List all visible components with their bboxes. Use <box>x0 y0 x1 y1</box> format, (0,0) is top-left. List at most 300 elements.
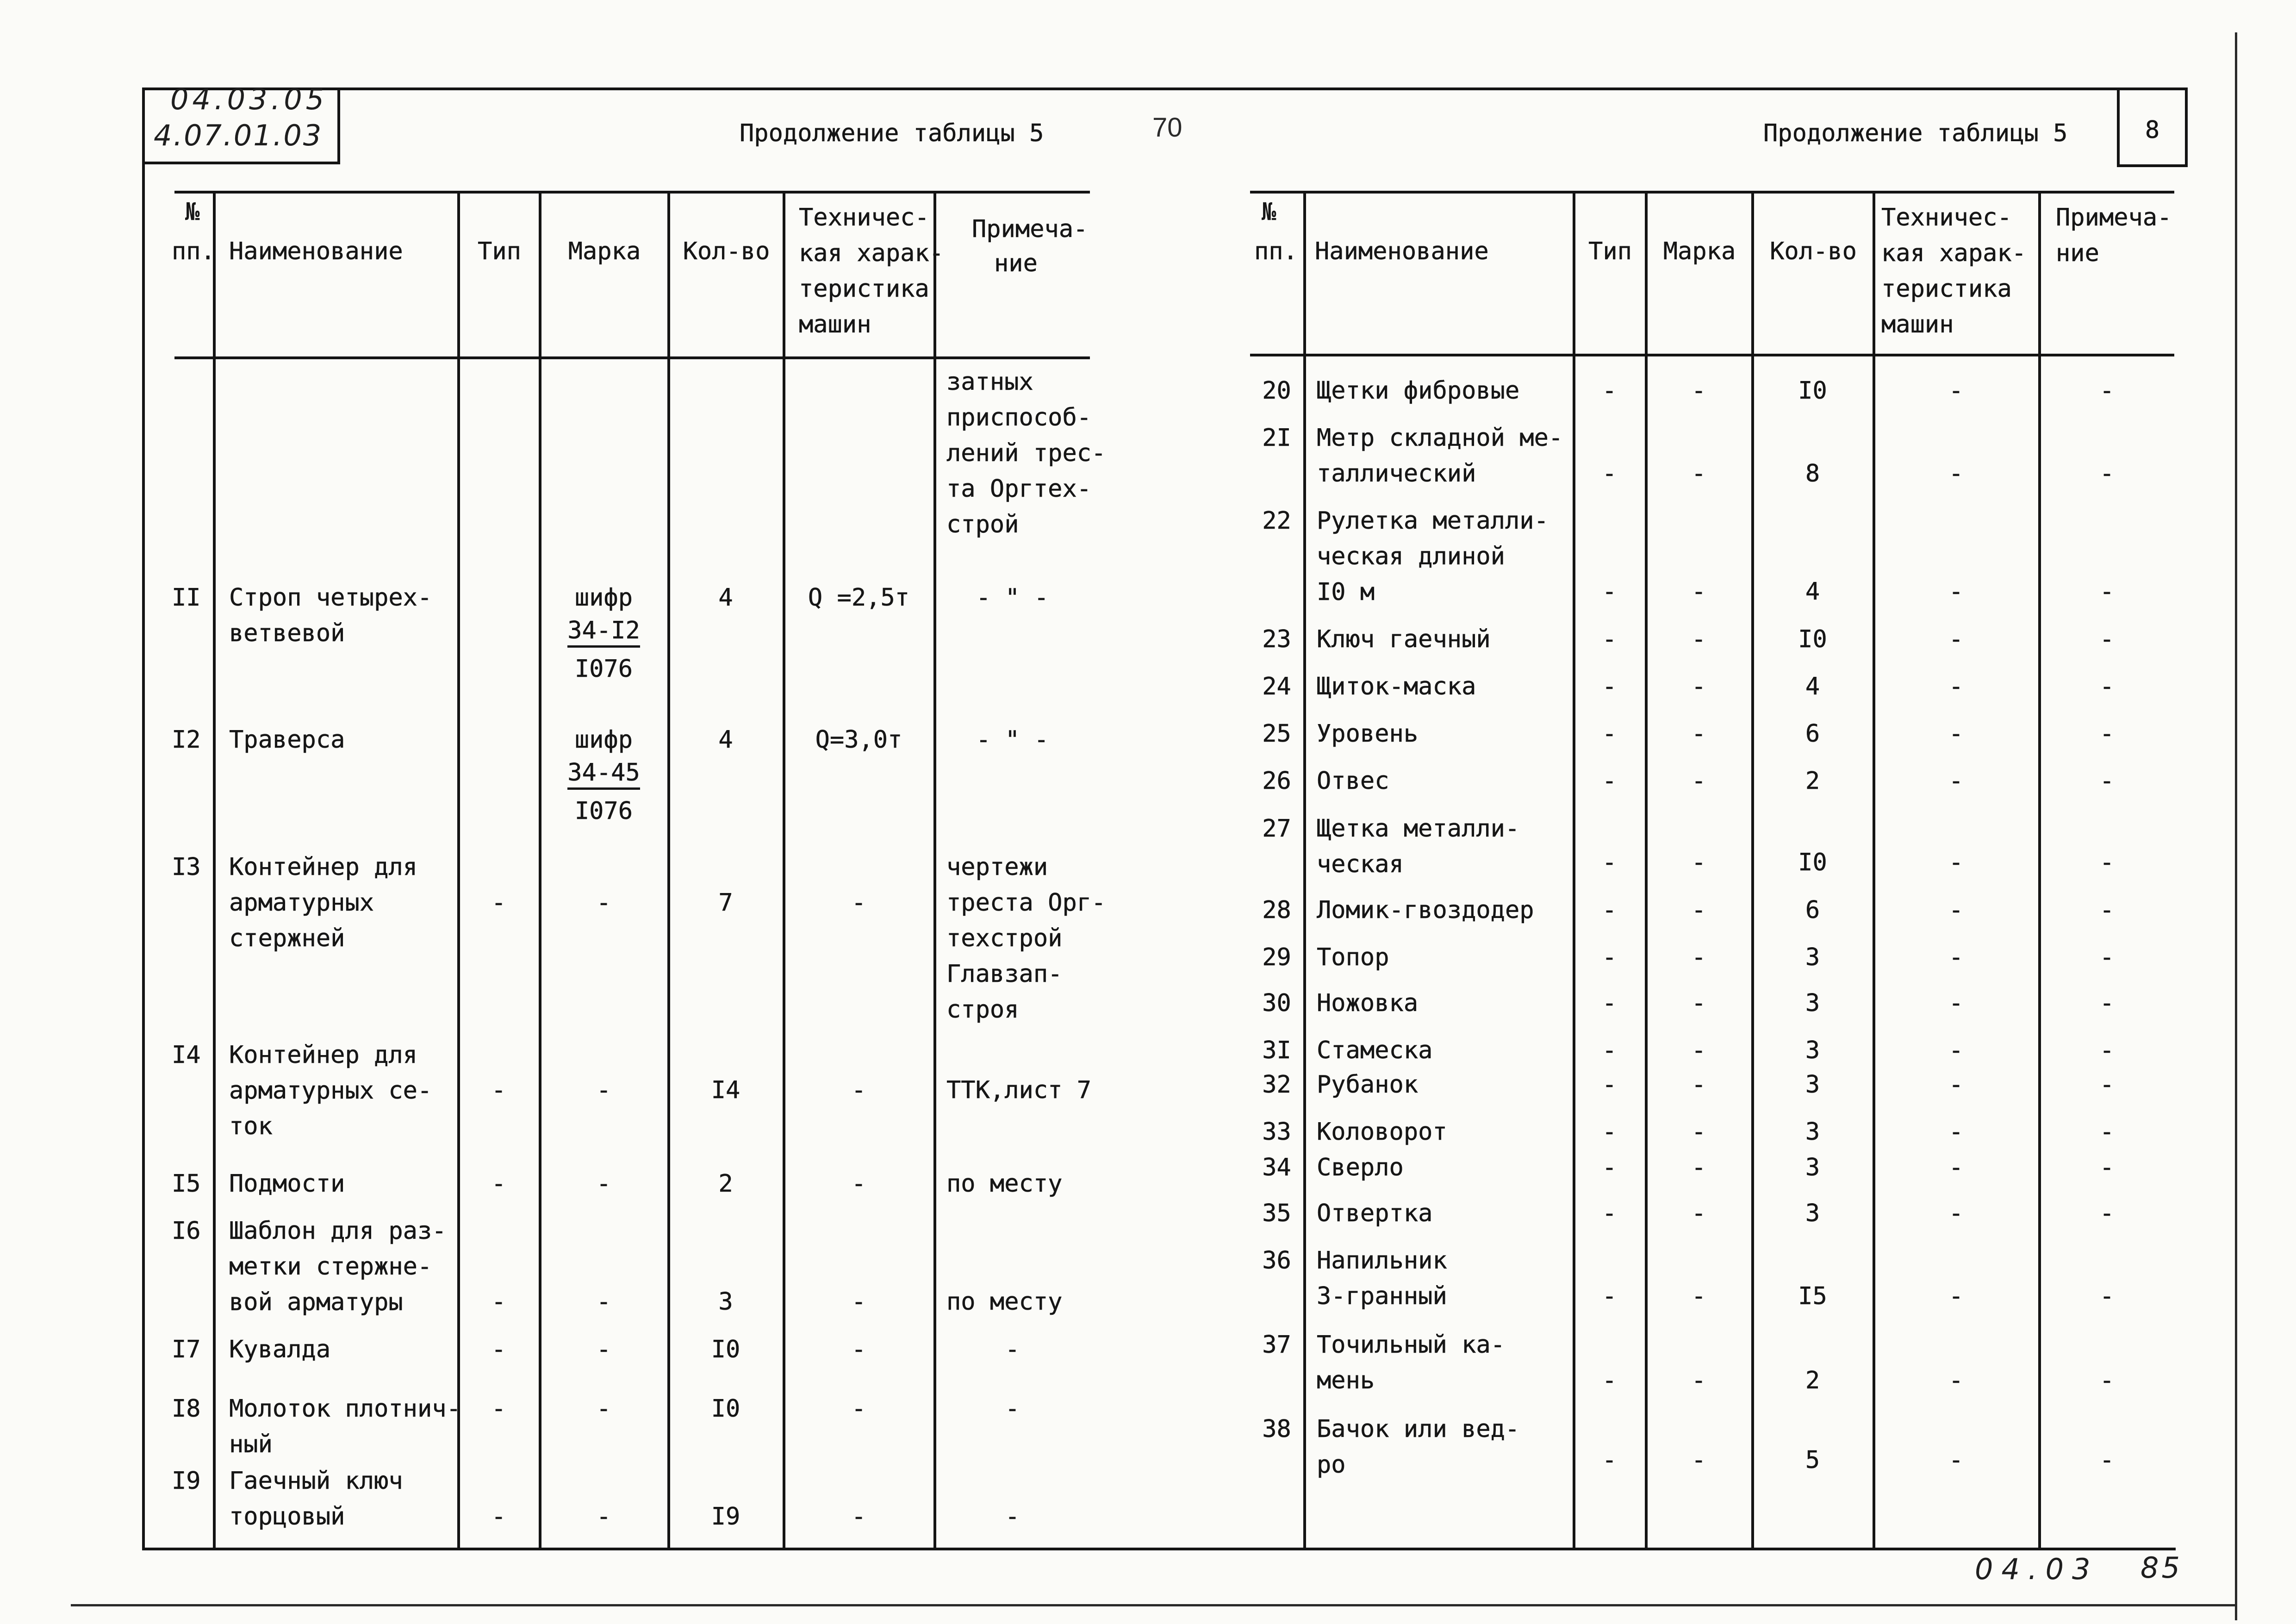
cell-name-text: ветвевой <box>229 619 345 647</box>
cell-spec <box>1874 574 2038 610</box>
cell-qty <box>1753 716 1873 752</box>
stamp-box-right-line <box>337 87 340 164</box>
cell-name-text: ро <box>1317 1451 1346 1479</box>
cell-note-text: - <box>2099 849 2115 876</box>
cell-name <box>229 1037 432 1144</box>
cell-type-text: - <box>1602 578 1617 606</box>
header-type: Тип <box>478 237 521 265</box>
cell-brand <box>540 1499 667 1535</box>
cell-name-text: ческая длиной <box>1317 543 1505 570</box>
sheet-box-bottom-line <box>2117 164 2188 167</box>
cell-num-text: 33 <box>1262 1118 1291 1146</box>
cell-brand <box>540 1073 667 1108</box>
cell-qty-text: 3 <box>1805 1071 1820 1099</box>
cell-brand <box>1646 986 1751 1021</box>
cell-note-text: - <box>2099 1446 2115 1474</box>
cell-qty-text: 6 <box>1805 896 1820 924</box>
cell-type-text: - <box>1602 1199 1617 1227</box>
cell-type <box>1574 1067 1645 1103</box>
cell-note-text: Главзап- <box>946 960 1063 988</box>
header-spec-line: кая харак- <box>1881 239 2027 267</box>
cell-num-text: I7 <box>172 1336 201 1363</box>
cell-name-text: Щетки фибровые <box>1317 377 1520 405</box>
cell-note <box>935 722 1090 758</box>
cell-type <box>1574 456 1645 492</box>
cell-brand-text: шифр <box>574 726 633 754</box>
cell-brand <box>1646 456 1751 492</box>
cell-spec <box>784 1332 933 1368</box>
cell-type-text: - <box>1602 896 1617 924</box>
header-type: Тип <box>1588 237 1632 265</box>
cell-num <box>172 1332 201 1368</box>
cell-note-text: затных <box>946 368 1033 396</box>
header-spec-line: машин <box>799 311 871 338</box>
cell-num <box>172 1463 201 1499</box>
cell-brand-text: - <box>596 1395 611 1423</box>
header-spec-line: теристика <box>1881 275 2012 303</box>
cell-type-text: - <box>491 1336 506 1363</box>
cell-name-text: Гаечный ключ <box>229 1467 403 1495</box>
cell-note-text: треста Орг- <box>946 889 1106 917</box>
cell-brand-text: 34-I2 <box>567 616 640 648</box>
cell-name-text: Строп четырех- <box>229 584 432 612</box>
cell-num <box>172 849 201 885</box>
cell-brand-text: - <box>1691 1154 1706 1181</box>
cell-name-text: Уровень <box>1317 720 1419 748</box>
cell-brand <box>1646 373 1751 409</box>
page-edge-right-line <box>2235 32 2237 1620</box>
cell-note <box>935 1499 1090 1535</box>
cell-num-text: I9 <box>172 1467 201 1495</box>
cell-note-text: - <box>2099 1118 2115 1146</box>
cell-spec-text: - <box>1948 460 1964 487</box>
header-num-abbr: пп. <box>172 237 215 265</box>
cell-note-text: - <box>2099 1199 2115 1227</box>
cell-brand <box>540 1332 667 1368</box>
cell-brand-text: - <box>596 1503 611 1530</box>
cell-name-text: ческая <box>1317 850 1404 878</box>
cell-type <box>459 1284 539 1320</box>
header-spec-line: Техничес- <box>1881 204 2012 231</box>
cell-qty-text: 2 <box>1805 1367 1820 1394</box>
cell-brand-text: - <box>596 1336 611 1363</box>
cell-qty-text: 7 <box>718 889 733 917</box>
cell-note <box>2040 1443 2174 1478</box>
cell-type <box>1574 763 1645 799</box>
cell-name <box>229 1166 345 1202</box>
cell-brand-text: - <box>1691 720 1706 748</box>
cell-note-text: - <box>2099 1282 2115 1310</box>
cell-name <box>1317 1067 1418 1103</box>
cell-brand <box>1646 940 1751 975</box>
cell-name <box>1317 893 1534 928</box>
cell-num <box>1250 1243 1303 1279</box>
cell-num-text: 25 <box>1262 720 1291 748</box>
cell-name <box>229 722 345 758</box>
cell-name-text: Ломик-гвоздодер <box>1317 896 1534 924</box>
cell-qty <box>1753 763 1873 799</box>
cell-name <box>229 1463 403 1535</box>
cell-num-text: 34 <box>1262 1154 1291 1181</box>
cell-type <box>1574 845 1645 881</box>
cell-type-text: - <box>1602 1118 1617 1146</box>
cell-spec-text: - <box>851 1336 866 1363</box>
cell-qty <box>669 722 783 758</box>
cell-name-text: Рулетка металли- <box>1317 507 1549 535</box>
cell-spec <box>1874 373 2038 409</box>
cell-type-text: - <box>1602 1037 1617 1064</box>
cell-type-text: - <box>1602 673 1617 700</box>
cell-note <box>2040 940 2174 975</box>
cell-note <box>2040 845 2174 881</box>
header-note-line: ние <box>2056 239 2099 267</box>
cell-qty <box>1753 893 1873 928</box>
cell-type-text: - <box>1602 989 1617 1017</box>
cell-spec-text: - <box>1948 1446 1964 1474</box>
cell-name <box>229 849 417 956</box>
cell-spec <box>1874 1114 2038 1150</box>
cell-note <box>2040 373 2174 409</box>
cell-spec-text: - <box>851 1076 866 1104</box>
cell-spec <box>1874 1279 2038 1314</box>
cell-num <box>1250 1067 1303 1103</box>
cell-num-text: II <box>172 584 201 612</box>
header-name: Наименование <box>229 237 403 265</box>
cell-note-text: та Оргтех- <box>946 475 1092 503</box>
cell-qty <box>1753 940 1873 975</box>
cell-brand-text: - <box>1691 377 1706 405</box>
sheet-number: 8 <box>2145 116 2160 144</box>
cell-spec-text: - <box>1948 896 1964 924</box>
cell-note <box>946 849 1106 1028</box>
cell-num <box>1250 940 1303 975</box>
right-table-title: Продолжение таблицы 5 <box>1763 119 2068 147</box>
cell-qty-text: 4 <box>1805 673 1820 700</box>
cell-spec-text: Q=3,0т <box>815 726 902 754</box>
cell-qty-text: 4 <box>718 726 733 754</box>
cell-note-text: - " - <box>976 726 1049 754</box>
cell-spec-text: - <box>851 1395 866 1423</box>
cell-num-text: 3I <box>1262 1037 1291 1064</box>
frame-top-line <box>142 87 2188 90</box>
cell-num <box>172 1166 201 1202</box>
left-header-top-line <box>174 191 1090 194</box>
cell-num-text: I2 <box>172 726 201 754</box>
cell-name-text: Отвес <box>1317 767 1389 795</box>
cell-num <box>172 722 201 758</box>
cell-num-text: 22 <box>1262 507 1291 535</box>
cell-qty-text: 6 <box>1805 720 1820 748</box>
cell-num <box>1250 669 1303 705</box>
left-column-divider <box>213 191 216 1549</box>
cell-note <box>2040 893 2174 928</box>
cell-type-text: - <box>1602 460 1617 487</box>
cell-qty-text: 3 <box>718 1288 733 1316</box>
cell-brand-text: - <box>1691 767 1706 795</box>
cell-qty-text: 8 <box>1805 460 1820 487</box>
header-num-abbr: пп. <box>1254 237 1298 265</box>
cell-type <box>459 1499 539 1535</box>
cell-spec-text: Q =2,5т <box>808 584 910 612</box>
cell-type-text: - <box>491 1170 506 1198</box>
cell-spec <box>784 1391 933 1427</box>
cell-brand <box>1646 669 1751 705</box>
cell-note-text: чертежи <box>946 853 1048 881</box>
cell-name-text: I0 м <box>1317 578 1375 606</box>
cell-num-text: 37 <box>1262 1331 1291 1359</box>
cell-num-text: I3 <box>172 853 201 881</box>
cell-spec <box>784 1284 933 1320</box>
cell-note-text: - <box>2099 989 2115 1017</box>
cell-note-text: - <box>2099 1367 2115 1394</box>
cell-brand-text: I076 <box>574 655 633 683</box>
cell-note <box>2040 1150 2174 1186</box>
table-bottom-line <box>142 1548 2176 1550</box>
cell-qty <box>1753 845 1873 881</box>
cell-num <box>1250 373 1303 409</box>
cell-type-text: - <box>1602 767 1617 795</box>
cell-name <box>1317 1327 1505 1399</box>
cell-name <box>1317 1412 1519 1483</box>
cell-type <box>1574 1196 1645 1231</box>
cell-qty <box>1753 574 1873 610</box>
cell-num-text: 38 <box>1262 1415 1291 1443</box>
cell-note-text: - <box>2099 673 2115 700</box>
cell-qty <box>1753 1279 1873 1314</box>
cell-spec-text: - <box>1948 1367 1964 1394</box>
cell-spec <box>1874 456 2038 492</box>
cell-note <box>2040 669 2174 705</box>
cell-name <box>229 1213 447 1320</box>
header-qty: Кол-во <box>683 237 770 265</box>
cell-spec <box>1874 845 2038 881</box>
cell-type <box>459 1332 539 1368</box>
cell-brand <box>540 1166 667 1202</box>
cell-note <box>946 1166 1062 1202</box>
cell-num-text: 30 <box>1262 989 1291 1017</box>
cell-qty <box>669 1284 783 1320</box>
cell-type-text: - <box>1602 1282 1617 1310</box>
cell-name-text: метки стержне- <box>229 1253 432 1280</box>
header-name: Наименование <box>1315 237 1489 265</box>
cell-spec-text: - <box>1948 673 1964 700</box>
cell-spec <box>784 1499 933 1535</box>
cell-num-text: I5 <box>172 1170 201 1198</box>
right-column-divider <box>1303 191 1306 1549</box>
cell-brand-text: - <box>1691 1071 1706 1099</box>
cell-num-text: 2I <box>1262 424 1291 452</box>
header-brand: Марка <box>1663 237 1736 265</box>
cell-type <box>459 1073 539 1108</box>
header-note-line: Примеча- <box>2056 204 2172 231</box>
cell-num <box>1250 811 1303 847</box>
cell-num-text: I8 <box>172 1395 201 1423</box>
cell-name <box>1317 763 1389 799</box>
cell-qty <box>1753 622 1873 657</box>
cell-num <box>1250 503 1303 539</box>
cell-brand <box>540 580 667 687</box>
cell-note <box>946 1284 1062 1320</box>
left-header-bottom-line <box>174 356 1090 359</box>
cell-qty <box>669 1073 783 1108</box>
cell-type <box>459 885 539 921</box>
cell-spec <box>784 580 933 616</box>
cell-spec-text: - <box>1948 1282 1964 1310</box>
cell-name <box>1317 622 1491 657</box>
cell-name <box>1317 1150 1404 1186</box>
cell-brand <box>540 885 667 921</box>
cell-spec <box>1874 763 2038 799</box>
cell-note <box>2040 1033 2174 1068</box>
cell-qty <box>1753 1150 1873 1186</box>
cell-type <box>1574 986 1645 1021</box>
cell-num-text: 32 <box>1262 1071 1291 1099</box>
cell-brand-text: - <box>596 1170 611 1198</box>
cell-spec-text: - <box>1948 578 1964 606</box>
cell-type-text: - <box>491 1076 506 1104</box>
cell-note-text: - <box>2099 1071 2115 1099</box>
cell-name-text: Подмости <box>229 1170 345 1198</box>
cell-qty-text: I9 <box>711 1503 740 1530</box>
cell-brand-text: - <box>1691 1118 1706 1146</box>
cell-brand-text: - <box>1691 1199 1706 1227</box>
cell-qty <box>1753 986 1873 1021</box>
cell-type-text: - <box>491 1503 506 1530</box>
cell-name <box>229 580 432 651</box>
cell-note-text: - <box>2099 1154 2115 1181</box>
cell-spec-text: - <box>1948 989 1964 1017</box>
cell-name-text: арматурных се- <box>229 1077 432 1105</box>
cell-note-text: - <box>2099 896 2115 924</box>
header-note-line: ние <box>994 250 1038 277</box>
cell-qty <box>1753 1363 1873 1399</box>
cell-type-text: - <box>1602 377 1617 405</box>
cell-name-text: арматурных <box>229 889 374 917</box>
cell-qty-text: 3 <box>1805 943 1820 971</box>
cell-qty-text: I0 <box>1798 849 1827 876</box>
cell-brand-text: - <box>596 889 611 917</box>
cell-name-text: Рубанок <box>1317 1071 1419 1099</box>
cell-type <box>1574 1363 1645 1399</box>
cell-type-text: - <box>491 1395 506 1423</box>
cell-qty <box>1753 1067 1873 1103</box>
cell-num <box>1250 1412 1303 1447</box>
cell-brand <box>1646 1363 1751 1399</box>
cell-qty-text: I4 <box>711 1076 740 1104</box>
cell-name-text: Молоток плотнич- <box>229 1395 461 1423</box>
cell-spec <box>1874 1033 2038 1068</box>
cell-note <box>2040 1196 2174 1231</box>
cell-qty-text: I0 <box>1798 377 1827 405</box>
cell-num-text: 27 <box>1262 815 1291 843</box>
cell-spec-text: - <box>1948 1037 1964 1064</box>
cell-note <box>935 1391 1090 1427</box>
header-spec-line: кая харак- <box>799 239 944 267</box>
cell-type <box>1574 893 1645 928</box>
cell-name-text: Бачок или вед- <box>1317 1415 1520 1443</box>
cell-name <box>1317 373 1519 409</box>
cell-num <box>1250 1150 1303 1186</box>
cell-brand-text: - <box>1691 989 1706 1017</box>
cell-num <box>1250 1114 1303 1150</box>
cell-qty-text: 4 <box>718 584 733 612</box>
cell-brand <box>540 1391 667 1427</box>
cell-spec <box>1874 1150 2038 1186</box>
cell-name <box>1317 503 1549 610</box>
cell-brand-text: - <box>596 1076 611 1104</box>
cell-brand <box>1646 1067 1751 1103</box>
cell-brand-text: 34-45 <box>567 758 640 790</box>
cell-num-text: 24 <box>1262 673 1291 700</box>
cell-num <box>172 1037 201 1073</box>
cell-spec-text: - <box>851 1170 866 1198</box>
cell-name-text: Метр складной ме- <box>1317 424 1563 452</box>
cell-brand-text: - <box>1691 1367 1706 1394</box>
cell-qty <box>1753 1196 1873 1231</box>
cell-brand <box>1646 1033 1751 1068</box>
cell-type-text: - <box>1602 720 1617 748</box>
cell-note <box>2040 986 2174 1021</box>
cell-spec-text: - <box>1948 720 1964 748</box>
cell-type-text: - <box>491 889 506 917</box>
cell-note-text: - <box>2099 720 2115 748</box>
cell-name-text: ток <box>229 1112 273 1140</box>
cell-type <box>1574 940 1645 975</box>
cell-note-text: по месту <box>946 1288 1063 1316</box>
cell-note-text: приспособ- <box>946 404 1092 431</box>
cell-name-text: Отвертка <box>1317 1199 1433 1227</box>
cell-brand-text: - <box>1691 1282 1706 1310</box>
cell-qty-text: I0 <box>711 1395 740 1423</box>
cell-qty <box>669 580 783 616</box>
cell-name-text: вой арматуры <box>229 1288 403 1316</box>
cell-qty-text: I0 <box>711 1336 740 1363</box>
cell-qty <box>669 1391 783 1427</box>
cell-spec-text: - <box>851 1288 866 1316</box>
cell-num <box>172 1391 201 1427</box>
cell-name-text: Щетка металли- <box>1317 815 1520 843</box>
cell-num <box>1250 1196 1303 1231</box>
cell-type-text: - <box>1602 1446 1617 1474</box>
cell-note-text: по месту <box>946 1170 1063 1198</box>
cell-note-text: - <box>2099 767 2115 795</box>
header-spec-line: теристика <box>799 275 929 303</box>
cell-spec <box>1874 1363 2038 1399</box>
cell-num <box>1250 716 1303 752</box>
cell-name-text: Контейнер для <box>229 1041 417 1069</box>
cell-qty-text: 2 <box>1805 767 1820 795</box>
frame-left-line <box>142 87 145 1550</box>
cell-name-text: Шаблон для раз- <box>229 1217 447 1245</box>
cell-name-text: Стамеска <box>1317 1037 1433 1064</box>
header-num-symbol: № <box>1262 198 1276 226</box>
cell-name-text: таллический <box>1317 460 1476 487</box>
cell-name <box>229 1332 330 1368</box>
cell-note-text: - <box>2099 943 2115 971</box>
cell-note <box>2040 1114 2174 1150</box>
cell-note-text: - <box>1005 1336 1020 1363</box>
header-num-symbol: № <box>185 198 200 226</box>
cell-note-text: - <box>1005 1503 1020 1530</box>
cell-note <box>2040 763 2174 799</box>
cell-note <box>935 1332 1090 1368</box>
cell-brand-text: - <box>1691 849 1706 876</box>
sheet-box-right-line <box>2185 87 2188 167</box>
cell-qty-text: 5 <box>1805 1446 1820 1474</box>
header-spec-line: машин <box>1881 311 1954 338</box>
cell-qty <box>1753 456 1873 492</box>
page-number: 70 <box>1152 112 1182 143</box>
